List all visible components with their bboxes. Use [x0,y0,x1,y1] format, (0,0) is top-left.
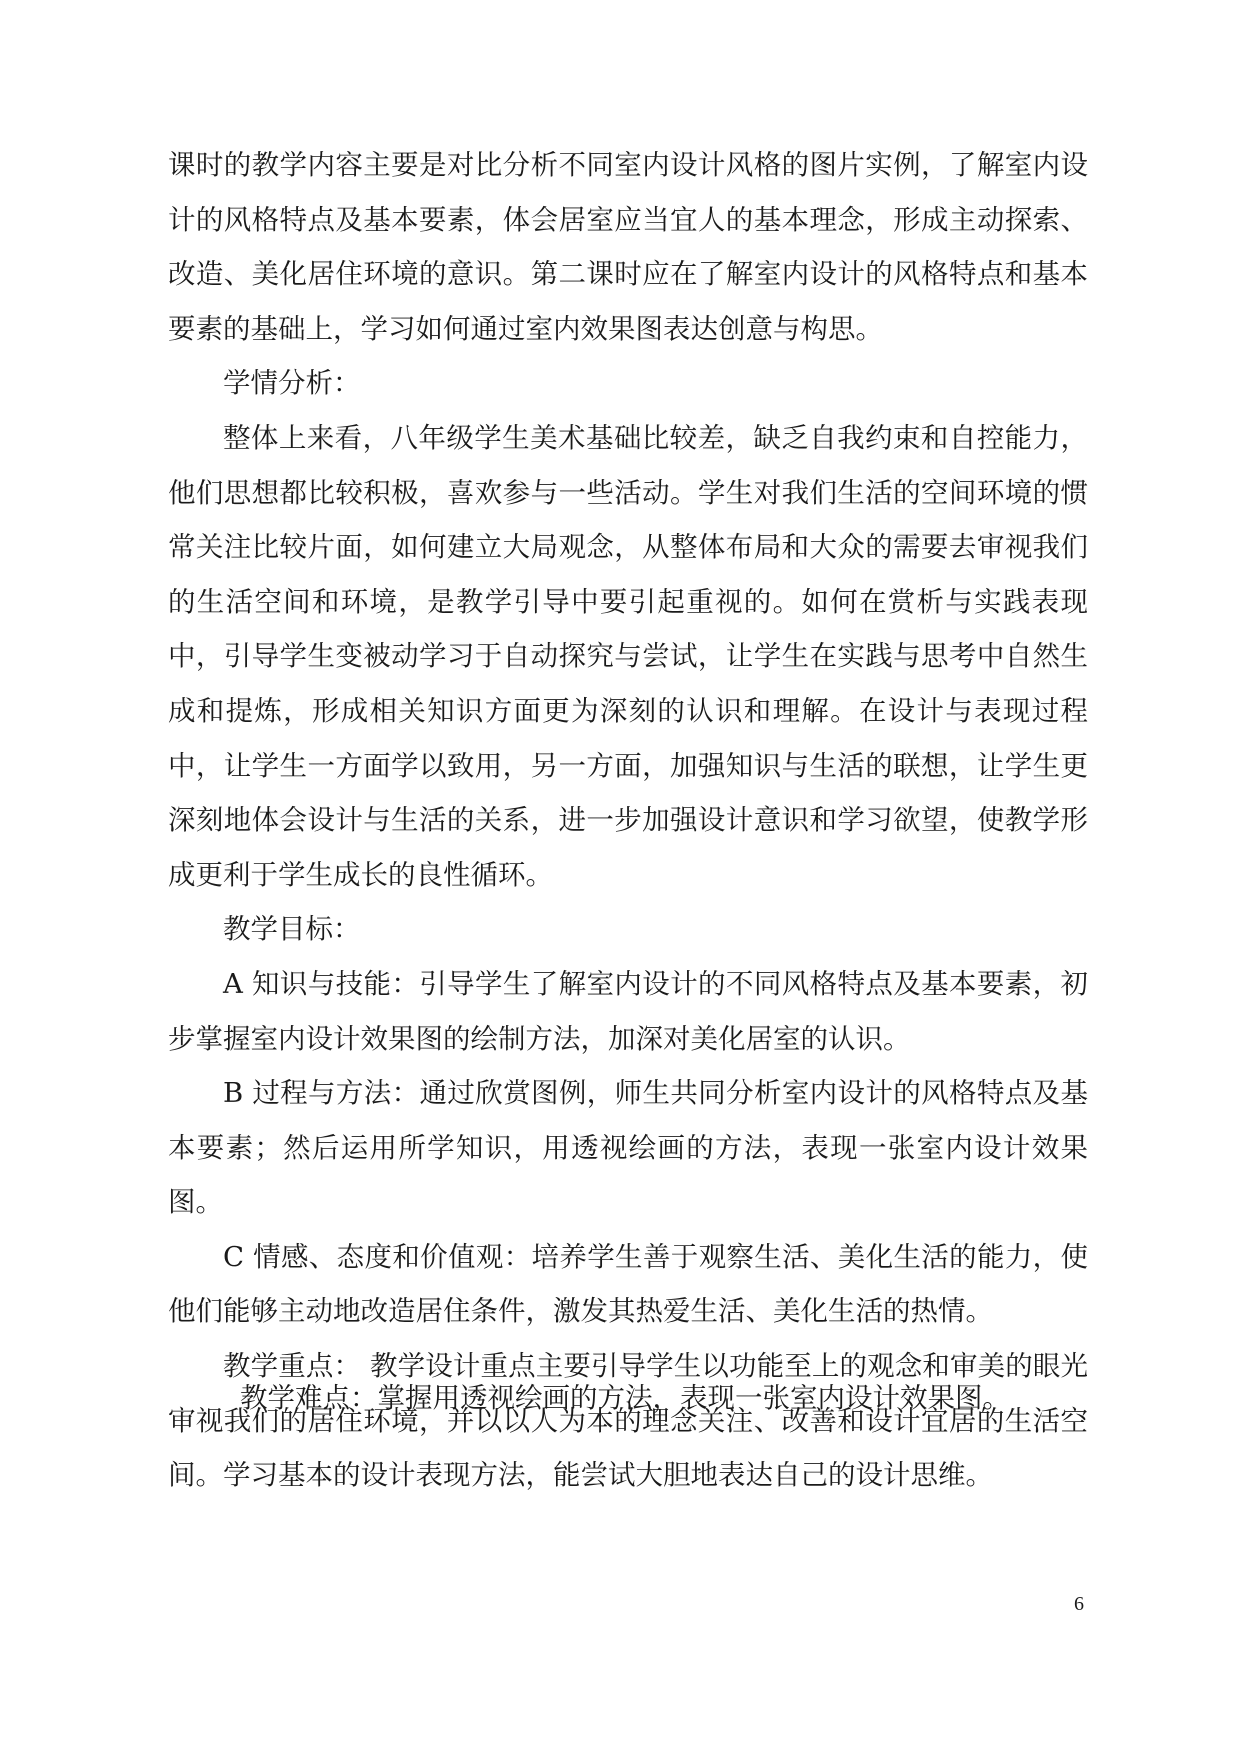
paragraph-goal-a: A 知识与技能：引导学生了解室内设计的不同风格特点及基本要素，初步掌握室内设计效果图的绘制方法，加深对美化居室的认识。 [168,967,1088,1055]
paragraph-student-analysis: 整体上来看，八年级学生美术基础比较差，缺乏自我约束和自控能力，他们思想都比较积极，喜欢参与一些活动。学生对我们生活的空间环境的惯常关注比较片面，如何建立大局观念，从整体布局和大众的需要去审视我们的生活空间和环境，是教学引导中要引起重视的。如何在赏析与实践表现中，引导学生变被动学习于自动探究与尝试，让学生在实践与思考中自然生成和提炼，形成相关知识方面更为深刻的认识和理解。在设计与表现过程中，让学生一方面学以致用，另一方面，加强知识与生活的联想，让学生更深刻地体会设计与生活的关系，进一步加强设计意识和学习欲望，使教学形成更利于学生成长的良性循环。 [168,421,1088,891]
heading-teaching-goals: 教学目标： [223,913,361,946]
document-body [168,138,1088,1503]
paragraph-lesson-content: 课时的教学内容主要是对比分析不同室内设计风格的图片实例，了解室内设计的风格特点及基本要素，体会居室应当宜人的基本理念，形成主动探索、改造、美化居住环境的意识。第二课时应在了解室内设计的风格特点和基本要素的基础上，学习如何通过室内效果图表达创意与构思。 [168,149,1088,345]
paragraph-teaching-focus: 教学重点： 教学设计重点主要引导学生以功能至上的观念和审美的眼光审视我们的居住环境，并以以人为本的理念关注、改善和设计宜居的生活空间。学习基本的设计表现方法，能尝试大胆地表达自己的设计思维。 [168,1350,1088,1492]
paragraph-goal-c: C 情感、态度和价值观：培养学生善于观察生活、美化生活的能力，使他们能够主动地改造居住条件，激发其热爱生活、美化生活的热情。 [168,1240,1088,1328]
heading-student-analysis: 学情分析： [223,367,361,400]
paragraph-goal-b: B 过程与方法：通过欣赏图例，师生共同分析室内设计的风格特点及基本要素；然后运用所学知识，用透视绘画的方法，表现一张室内设计效果图。 [168,1077,1088,1219]
paragraph-teaching-difficulty: 教学难点：掌握用透视绘画的方法，表现一张室内设计效果图。 [240,1382,1010,1414]
page-number: 6 [1074,1593,1084,1615]
